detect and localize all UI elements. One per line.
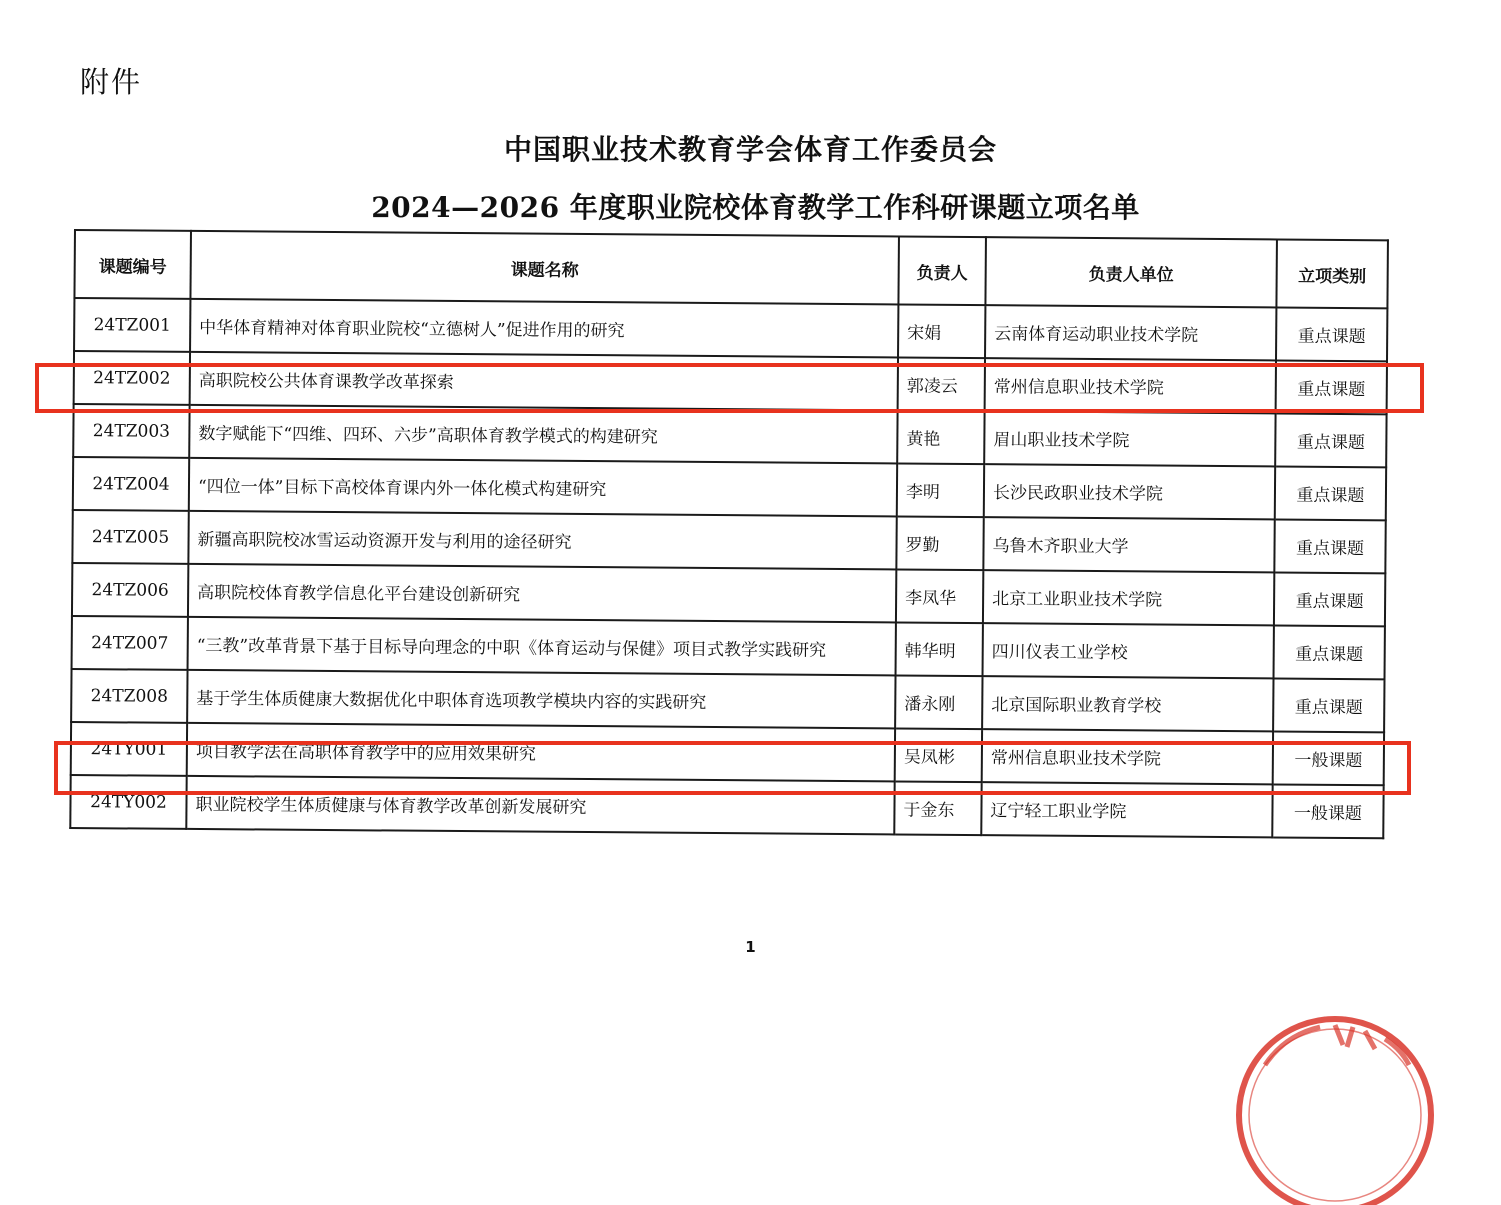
cell-type: 一般课题 — [1273, 731, 1384, 785]
cell-unit: 常州信息职业技术学院 — [985, 358, 1276, 413]
cell-unit: 四川仪表工业学校 — [983, 623, 1274, 678]
document-subtitle: 2024—2026 年度职业院校体育教学工作科研课题立项名单 — [371, 191, 1140, 224]
cell-leader: 潘永刚 — [895, 675, 982, 729]
cell-leader: 吴凤彬 — [895, 728, 982, 782]
cell-unit: 云南体育运动职业技术学院 — [985, 305, 1276, 360]
cell-id: 24TZ004 — [73, 457, 189, 511]
cell-id: 24TY002 — [70, 775, 186, 829]
cell-title: “三教”改革背景下基于目标导向理念的中职《体育运动与保健》项目式教学实践研究 — [188, 617, 896, 676]
cell-leader: 于金东 — [894, 781, 981, 835]
cell-type: 重点课题 — [1274, 625, 1385, 679]
cell-unit: 北京工业职业技术学院 — [983, 570, 1274, 625]
cell-title: “四位一体”目标下高校体育课内外一体化模式构建研究 — [189, 458, 897, 517]
cell-unit: 乌鲁木齐职业大学 — [983, 517, 1274, 572]
cell-type: 一般课题 — [1272, 784, 1383, 838]
cell-id: 24TZ003 — [73, 404, 189, 458]
table-header-row — [74, 230, 1387, 308]
cell-type: 重点课题 — [1275, 413, 1386, 467]
cell-leader: 李凤华 — [896, 569, 983, 623]
cell-unit: 长沙民政职业技术学院 — [984, 464, 1275, 519]
cell-id: 24TZ008 — [71, 669, 187, 723]
header-title: 课题名称 — [190, 231, 899, 305]
cell-title: 高职院校公共体育课教学改革探索 — [190, 352, 898, 411]
cell-id: 24TZ001 — [74, 298, 190, 352]
cell-title: 数字赋能下“四维、四环、六步”高职体育教学模式的构建研究 — [189, 405, 897, 464]
header-id: 课题编号 — [74, 230, 191, 299]
cell-type: 重点课题 — [1276, 307, 1387, 361]
document-title: 中国职业技术教育学会体育工作委员会 — [503, 133, 997, 166]
cell-type: 重点课题 — [1275, 466, 1386, 520]
cell-leader: 李明 — [897, 463, 984, 517]
cell-leader: 黄艳 — [897, 410, 984, 464]
header-leader: 负责人 — [898, 236, 986, 305]
cell-id: 24TZ002 — [74, 351, 190, 405]
cell-type: 重点课题 — [1274, 572, 1385, 626]
cell-type: 重点课题 — [1274, 519, 1385, 573]
cell-title: 职业院校学生体质健康与体育教学改革创新发展研究 — [186, 776, 894, 835]
cell-leader: 罗勤 — [896, 516, 983, 570]
header-type: 立项类别 — [1276, 239, 1388, 308]
table-row — [70, 775, 1383, 838]
cell-title: 新疆高职院校冰雪运动资源开发与利用的途径研究 — [188, 511, 896, 570]
cell-type: 重点课题 — [1273, 678, 1384, 732]
cell-unit: 辽宁轻工职业学院 — [981, 782, 1272, 837]
cell-leader: 郭凌云 — [898, 357, 985, 411]
cell-unit: 北京国际职业教育学校 — [982, 676, 1273, 731]
page-number: 1 — [745, 938, 756, 956]
cell-title: 基于学生体质健康大数据优化中职体育选项教学模块内容的实践研究 — [187, 670, 895, 729]
project-table — [69, 229, 1389, 839]
cell-id: 24TY001 — [71, 722, 187, 776]
attachment-label: 附件 — [80, 65, 143, 99]
header-unit: 负责人单位 — [985, 237, 1277, 307]
cell-id: 24TZ005 — [72, 510, 188, 564]
cell-title: 项目教学法在高职体育教学中的应用效果研究 — [187, 723, 895, 782]
official-seal — [1225, 1005, 1445, 1205]
cell-id: 24TZ007 — [72, 616, 188, 670]
cell-unit: 常州信息职业技术学院 — [982, 729, 1273, 784]
cell-id: 24TZ006 — [72, 563, 188, 617]
cell-title: 中华体育精神对体育职业院校“立德树人”促进作用的研究 — [190, 299, 898, 358]
cell-title: 高职院校体育教学信息化平台建设创新研究 — [188, 564, 896, 623]
cell-unit: 眉山职业技术学院 — [984, 411, 1275, 466]
cell-type: 重点课题 — [1276, 360, 1387, 414]
cell-leader: 韩华明 — [896, 622, 983, 676]
cell-leader: 宋娟 — [898, 304, 985, 358]
project-table-wrapper — [69, 229, 1389, 839]
